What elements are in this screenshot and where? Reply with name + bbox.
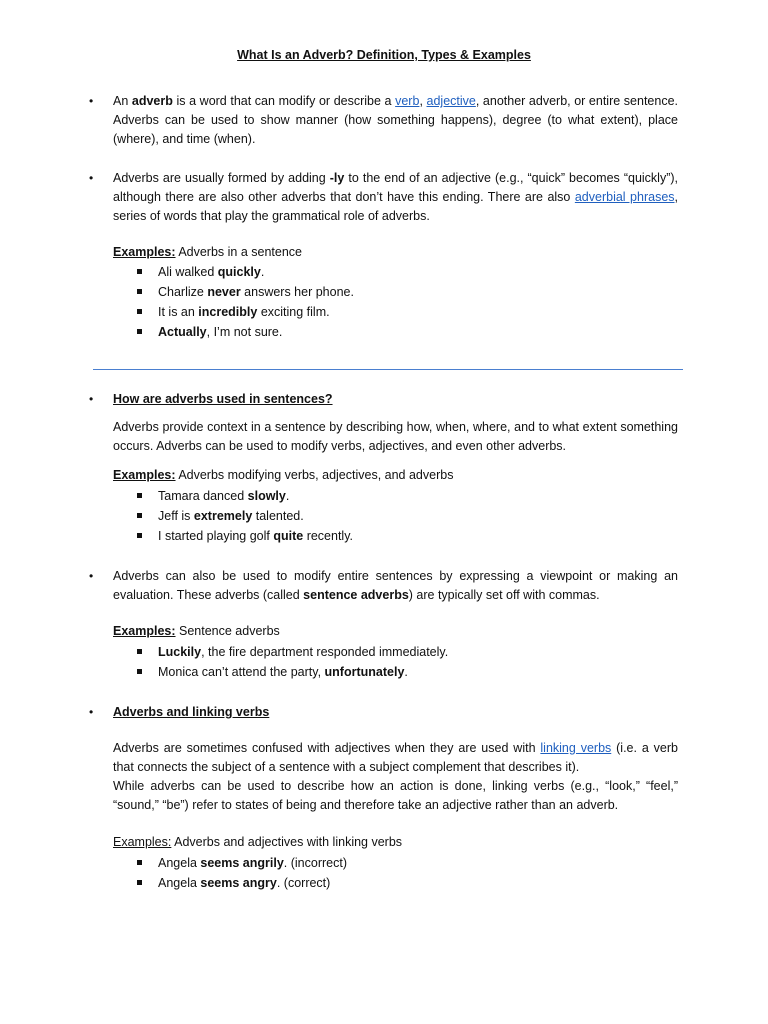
list-item	[135, 642, 448, 662]
text-run: I started playing golf	[158, 529, 274, 543]
bold-term: quite	[273, 529, 304, 543]
bold-term: seems angrily	[200, 856, 284, 870]
text-run: recently.	[303, 529, 354, 543]
list-item	[135, 322, 354, 342]
examples-label: Examples:	[113, 245, 176, 259]
examples-label: Examples:	[113, 468, 176, 482]
square-bullet-icon	[137, 533, 142, 538]
square-bullet-icon	[137, 880, 142, 885]
square-bullet-icon	[137, 669, 142, 674]
text-run: exciting film.	[257, 305, 330, 319]
link-verb[interactable]: verb	[395, 94, 420, 108]
link-linking-verbs[interactable]: linking verbs	[540, 741, 612, 755]
bullet-marker: •	[89, 94, 94, 108]
link-adverbial-phrases[interactable]: adverbial phrases	[574, 190, 675, 204]
text-run: , another adverb, or entire sentence. Adverbs can be used to show manner (how something happens), degree (to what extent), place (where), and time (when).	[113, 94, 679, 146]
text-run: (i.e. a verb that connects the subject of a sentence with a subject complement that describes it).	[113, 741, 678, 774]
bold-term: quickly	[217, 265, 261, 279]
square-bullet-icon	[137, 860, 142, 865]
text-run: It is an	[158, 305, 199, 319]
heading-text: Adverbs and linking verbs	[113, 705, 270, 719]
linking-verbs-states-paragraph: While adverbs can be used to describe how an action is done, linking verbs (e.g., “look,” “feel,” “sound,” “be”) refer to states of being and therefore take an adjective rather than an adverb.	[113, 779, 678, 812]
list-item	[135, 662, 448, 682]
square-bullet-icon	[137, 269, 142, 274]
text-run: .	[285, 489, 290, 503]
text-run: Adverbs are sometimes confused with adjectives when they are used with	[113, 741, 541, 755]
list-item	[135, 486, 353, 506]
examples-caption: Adverbs modifying verbs, adjectives, and adverbs	[175, 468, 454, 482]
text-run: ,	[419, 94, 427, 108]
text-run: Adverbs are usually formed by adding	[113, 171, 330, 185]
bold-term: Luckily	[158, 645, 202, 659]
text-run: talented.	[252, 509, 304, 523]
text-run: . (incorrect)	[283, 856, 347, 870]
page-title: What Is an Adverb? Definition, Types & Examples	[237, 48, 531, 62]
text-run: Ali walked	[158, 265, 218, 279]
square-bullet-icon	[137, 309, 142, 314]
square-bullet-icon	[137, 649, 142, 654]
term-ly: -ly	[329, 171, 345, 185]
horizontal-divider	[93, 369, 683, 370]
bold-term: slowly	[247, 489, 286, 503]
examples-list-sentence	[135, 262, 354, 342]
adverb-definition-paragraph	[113, 92, 678, 149]
text-run: .	[260, 265, 265, 279]
list-item	[135, 873, 347, 893]
bullet-marker: •	[89, 705, 94, 719]
examples-label: Examples:	[113, 835, 172, 849]
text-run: Monica can’t attend the party,	[158, 665, 325, 679]
bold-term: Actually	[158, 325, 207, 339]
square-bullet-icon	[137, 329, 142, 334]
bold-term: unfortunately	[324, 665, 405, 679]
adverb-formation-paragraph	[113, 169, 678, 226]
examples-heading	[113, 622, 678, 641]
text-run: Jeff is	[158, 509, 194, 523]
square-bullet-icon	[137, 289, 142, 294]
usage-paragraph: Adverbs provide context in a sentence by describing how, when, where, and to what extent something occurs. Adverbs can be used to modify verbs, adjectives, and even other adverbs.	[113, 420, 678, 453]
examples-caption: Adverbs and adjectives with linking verbs	[171, 835, 403, 849]
text-run: . (correct)	[276, 876, 331, 890]
list-item	[135, 853, 347, 873]
examples-list-modifying	[135, 486, 353, 546]
list-item	[135, 262, 354, 282]
bold-term: never	[207, 285, 241, 299]
examples-caption: Sentence adverbs	[175, 624, 280, 638]
text-run: .	[404, 665, 408, 679]
list-item	[135, 302, 354, 322]
examples-heading	[113, 466, 678, 485]
bold-term: extremely	[193, 509, 253, 523]
text-run: Adverbs can also be used to modify entire sentences by expressing a viewpoint or making an evaluation. These adverbs (called	[113, 569, 678, 602]
list-item	[135, 282, 354, 302]
square-bullet-icon	[137, 493, 142, 498]
examples-heading	[113, 243, 678, 262]
section-heading-usage	[113, 390, 678, 409]
text-run: answers her phone.	[240, 285, 354, 299]
list-item	[135, 526, 353, 546]
text-run: Charlize	[158, 285, 208, 299]
text-run: Angela	[158, 856, 201, 870]
list-item	[135, 506, 353, 526]
text-run: to the end of an adjective (e.g., “quick” becomes “quickly”), although there are also other adverbs that don’t have this ending. There are also	[113, 171, 678, 204]
square-bullet-icon	[137, 513, 142, 518]
examples-list-sentence-adverbs	[135, 642, 448, 682]
term-adverb: adverb	[131, 94, 173, 108]
examples-label: Examples:	[113, 624, 176, 638]
text-run: , the fire department responded immediately.	[201, 645, 449, 659]
heading-text: How are adverbs used in sentences?	[113, 392, 333, 406]
text-run: An	[113, 94, 132, 108]
bold-term: seems angry	[200, 876, 277, 890]
text-run: Angela	[158, 876, 201, 890]
bold-term: incredibly	[198, 305, 258, 319]
section-heading-linking-verbs	[113, 703, 678, 722]
text-run: ) are typically set off with commas.	[408, 588, 600, 602]
examples-heading	[113, 833, 678, 852]
sentence-adverbs-paragraph	[113, 567, 678, 605]
term-sentence-adverbs: sentence adverbs	[303, 588, 409, 602]
examples-caption: Adverbs in a sentence	[175, 245, 303, 259]
bullet-marker: •	[89, 392, 94, 406]
bullet-marker: •	[89, 171, 94, 185]
text-run: is a word that can modify or describe a	[172, 94, 396, 108]
text-run: , I’m not sure.	[206, 325, 283, 339]
bullet-marker: •	[89, 569, 94, 583]
linking-verbs-paragraph	[113, 739, 678, 777]
text-run: , series of words that play the grammatical role of adverbs.	[113, 190, 679, 223]
text-run: Tamara danced	[158, 489, 248, 503]
examples-list-linking	[135, 853, 347, 893]
link-adjective[interactable]: adjective	[426, 94, 476, 108]
